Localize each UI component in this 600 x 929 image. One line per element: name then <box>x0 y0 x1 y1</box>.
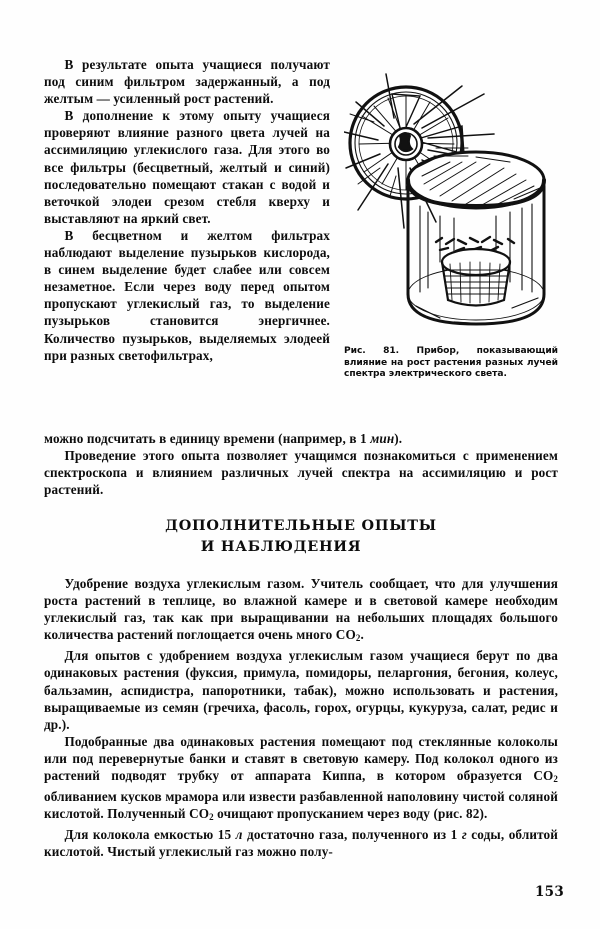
section-paragraph-4-a: Для колокола емкостью 15 <box>64 827 236 843</box>
top-text-and-figure-zone <box>44 56 558 385</box>
paragraph-4-text: Проведение этого опыта позволяет учащимся познакомиться с применением спектроскопа и влиянием различных лучей спектра на ассимиляцию и рост растений. <box>44 448 558 498</box>
section-paragraph-3-b: обливанием кусков мрамора или извести разбавленной наполовину чистой соляной кислотой. Полученный CO <box>44 789 558 822</box>
paragraph-2-text: В дополнение к этому опыту учащиеся проверяют влияние разного цвета лучей на ассимиляцию углекислого газа. Для этого во все фильтры (бесцветный, желтый и синий) последовательно помещают стакан с водой и веточкой элодеи срезом стебля кверху и выставляют на яркий свет. <box>44 108 330 226</box>
lamp-and-bell-jar-illustration <box>344 56 558 344</box>
section-paragraph-1-pre: Учитель сообщает, что для улучшения роста растений в теплице, во влажной камере и в световой камере необходим углекислый газ, так как при выращивании на небольших площадях большого количества растений поглощается очень много CO <box>44 576 559 643</box>
figure-caption <box>344 346 558 381</box>
unit-litre: л <box>235 827 243 843</box>
section-heading <box>44 515 558 557</box>
section-heading-line-1: ДОПОЛНИТЕЛЬНЫЕ ОПЫТЫ <box>165 517 437 534</box>
paragraph-2 <box>44 107 330 227</box>
section-paragraph-4-c: соды, облитой кислотой. Чистый углекислый газ можно полу- <box>44 827 558 860</box>
paragraph-4 <box>44 447 558 498</box>
unit-minute: мин <box>370 431 395 446</box>
section-paragraph-1-post: . <box>360 627 364 643</box>
co2-subscript-3: 2 <box>209 812 214 823</box>
section-paragraph-4-b: достаточно газа, полученного из 1 <box>242 827 462 843</box>
section-paragraph-3-c: очищают пропусканием через воду (рис. 82). <box>213 806 488 822</box>
paragraph-1 <box>44 56 330 107</box>
section-paragraph-2-text: Для опытов с удобрением воздуха углекислым газом учащиеся берут по два одинаковых растения (фуксия, примула, помидоры, пеларгония, бегония, колеус, бальзамин, аспидистра, папоротники, табак), можно использовать и растения, выращиваемые из семян (гречиха, фасоль, горох, огурцы, кукуруза, салат, редис и др.). <box>44 648 558 732</box>
paragraph-3-part-b <box>44 430 558 447</box>
run-in-heading: Удобрение воздуха углекислым газом. <box>64 576 305 591</box>
section-paragraph-4 <box>44 826 558 860</box>
left-text-column <box>44 56 330 364</box>
co2-subscript-1: 2 <box>355 633 361 644</box>
paragraph-3-part-a-text: В бесцветном и желтом фильтрах наблюдают выделение пузырьков кислорода, в синем выделение будет слабее или совсем незаметное. Если через воду перед опытом пропускают углекислый газ, то выделение пузырьков становится энергичнее. Количество пузырьков, выделяемых элодеей при разных светофильтрах, <box>44 227 330 363</box>
section-heading-line-2: И НАБЛЮДЕНИЯ <box>200 538 362 555</box>
section-paragraph-3 <box>44 733 558 826</box>
unit-gram: г <box>461 827 467 843</box>
figure-caption-text: Рис. 81. Прибор, показывающий влияние на рост растения разных лучей спектра электрического света. <box>344 346 558 380</box>
section-paragraph-3-a: Подобранные два одинаковых растения помещают под стеклянные колоколы или под перевернутые банки и ставят в световую камеру. Под колокол одного из растений подводят трубку от аппарата Киппа, в котором образуется CO <box>44 733 558 783</box>
co2-subscript-2: 2 <box>553 773 558 784</box>
paragraph-3-part-b-pre: можно подсчитать в единицу времени (например, в 1 <box>44 431 371 446</box>
figure-81 <box>344 56 558 381</box>
paragraph-3-part-b-post: ). <box>394 431 403 446</box>
paragraph-1-text: В результате опыта учащиеся получают под синим фильтром задержанный, а под желтым — усиленный рост растений. <box>44 57 330 107</box>
page-number: 153 <box>535 884 564 900</box>
section-paragraph-1 <box>44 575 558 647</box>
paragraph-3-part-a <box>44 227 330 364</box>
section-paragraph-2 <box>44 647 558 732</box>
paragraph-3-continuation-block <box>44 430 558 498</box>
section-body <box>44 575 558 860</box>
